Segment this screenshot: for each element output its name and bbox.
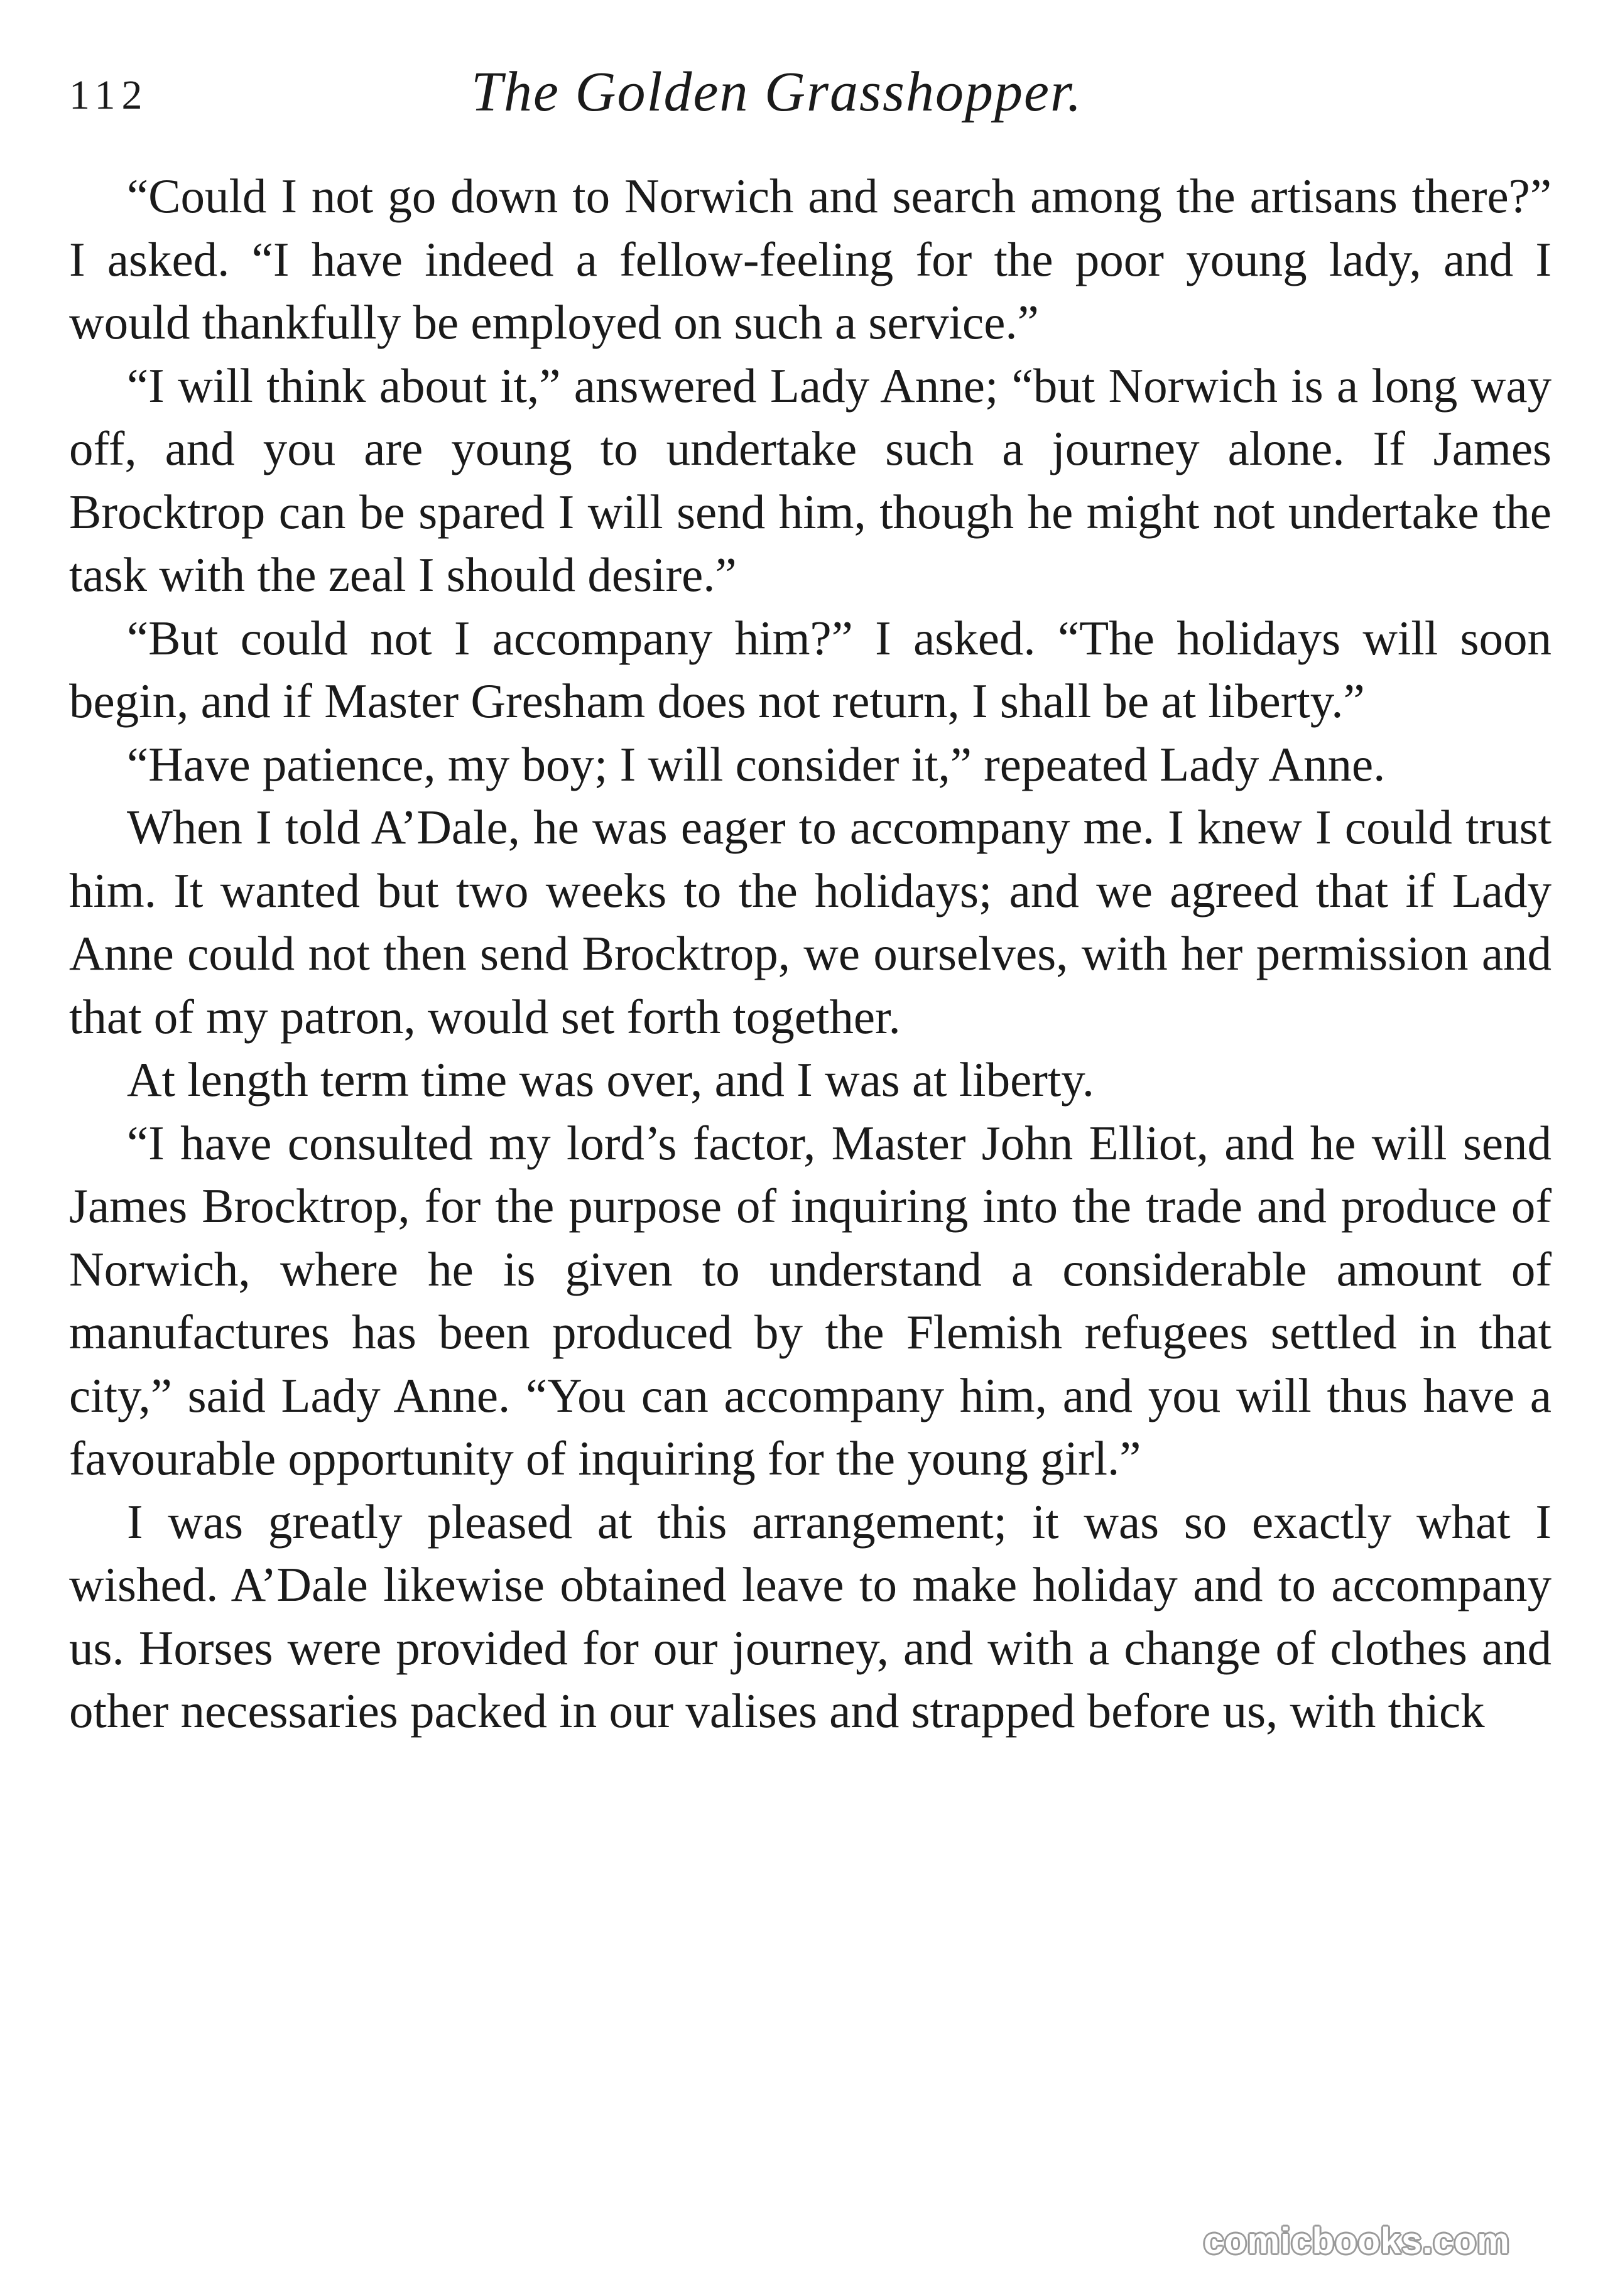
running-head: [69, 58, 1539, 146]
watermark: comicbooks.com: [1204, 2221, 1510, 2261]
paragraph: “I will think about it,” answered Lady Anne; “but Norwich is a long way off, and you are young to undertake such a journey alone. If James Brocktrop can be spared I will send him, though he might not undertake the task with the zeal I should desire.”: [69, 358, 1552, 602]
running-title: The Golden Grasshopper.: [471, 61, 1083, 123]
body-text: [69, 165, 1552, 1743]
paragraph: “Could I not go down to Norwich and search among the artisans there?” I asked. “I have indeed a fellow-feeling for the poor young lady, and I would thankfully be employed on such a service.”: [69, 169, 1552, 349]
paragraph: “I have consulted my lord’s factor, Master John Elliot, and he will send James Brocktrop, for the purpose of inquiring into the trade and produce of Norwich, where he is given to understand a considerable amount of manufactures has been produced by the Flemish refugees settled in that city,” said Lady Anne. “You can accompany him, and you will thus have a favourable opportunity of inquiring for the young girl.”: [69, 1115, 1552, 1485]
paragraph: I was greatly pleased at this arrangement; it was so exactly what I wished. A’Dale likewise obtained leave to make holiday and to accompany us. Horses were provided for our journey, and with a change of clothes and other necessaries packed in our valises and strapped before us, with thick: [69, 1494, 1552, 1738]
page-number: 112: [69, 72, 149, 118]
paragraph: At length term time was over, and I was at liberty.: [127, 1053, 1095, 1107]
paragraph: “But could not I accompany him?” I asked. “The holidays will soon begin, and if Master Gresham does not return, I shall be at liberty.”: [69, 610, 1552, 728]
paragraph: When I told A’Dale, he was eager to accompany me. I knew I could trust him. It wanted but two weeks to the holidays; and we agreed that if Lady Anne could not then send Brocktrop, we ourselves, with her permission and that of my patron, would set forth together.: [69, 800, 1552, 1044]
paragraph: “Have patience, my boy; I will consider it,” repeated Lady Anne.: [127, 737, 1386, 791]
